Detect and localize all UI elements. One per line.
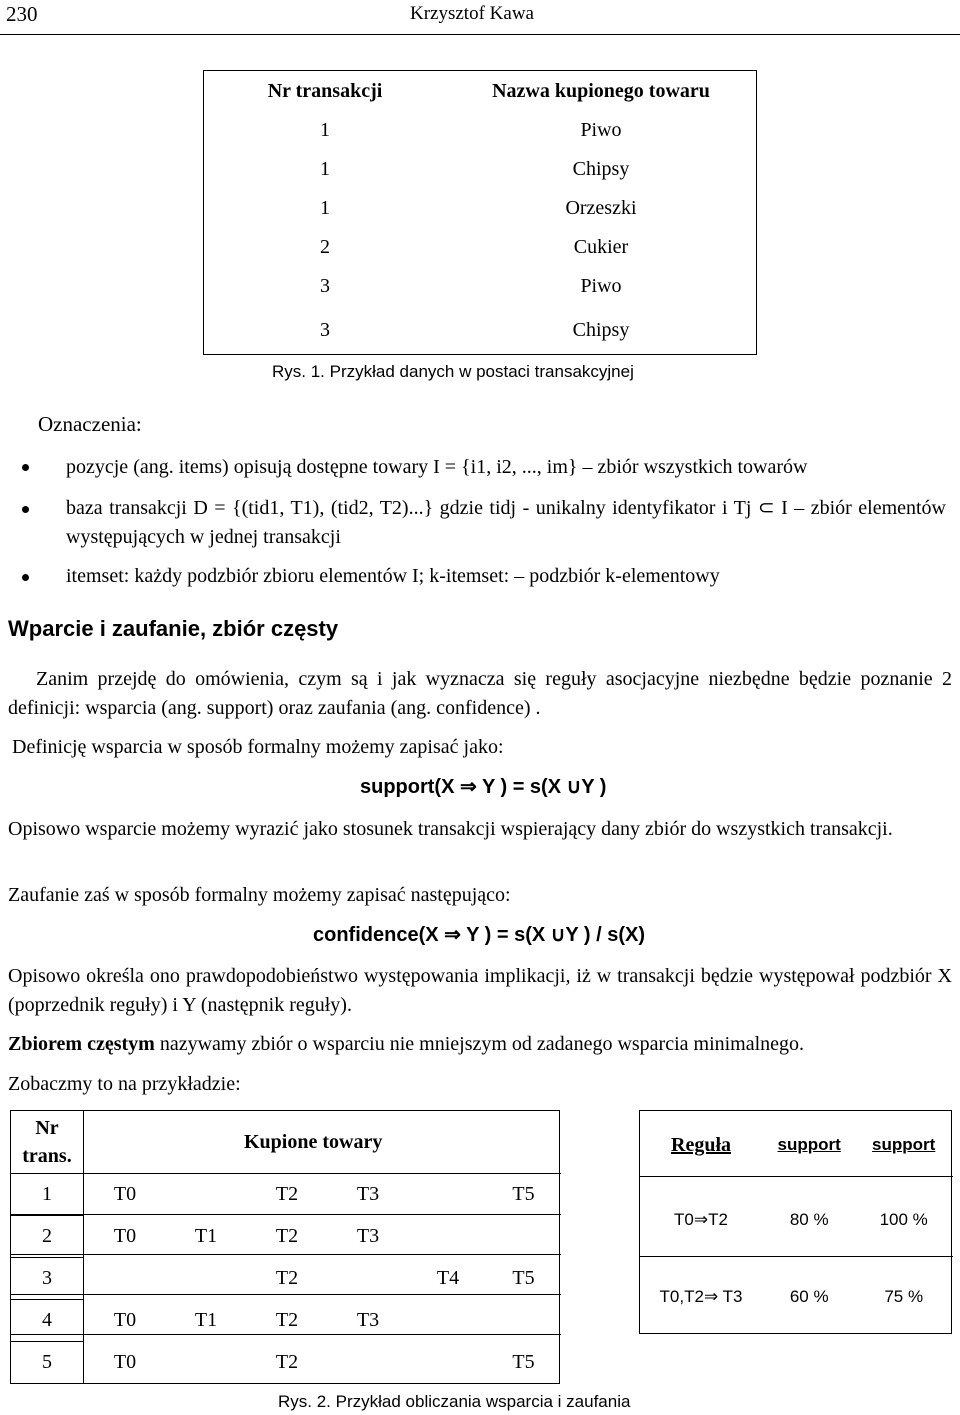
table-row <box>204 267 757 306</box>
column-header: Nr transakcji <box>267 79 383 102</box>
table-cell: 75 % <box>884 1287 924 1306</box>
table-cell: T2 <box>275 1225 299 1247</box>
table-cell: T5 <box>488 1258 560 1300</box>
paragraph: Opisowo wsparcie możemy wyrazić jako stosunek transakcji wspierający dany zbiór do wszystkich transakcji. <box>8 818 893 840</box>
rules-table <box>639 1110 952 1334</box>
row-divider <box>10 1173 561 1174</box>
table-cell: T1 <box>194 1309 218 1331</box>
table-cell: T5 <box>488 1342 560 1384</box>
table-cell <box>488 1216 560 1258</box>
row-divider <box>10 1254 561 1255</box>
table-cell: 100 % <box>879 1210 928 1229</box>
page-number: 230 <box>6 2 38 26</box>
table-cell: Chipsy <box>572 318 630 341</box>
table-cell: T2 <box>275 1350 299 1373</box>
column-header: support <box>872 1135 936 1154</box>
column-header: Kupione towary <box>84 1111 560 1174</box>
table-cell: T0 <box>113 1309 137 1331</box>
paragraph: Definicję wsparcia w sposób formalny możemy zapisać jako: <box>12 736 504 758</box>
table-cell: T3 <box>356 1309 380 1331</box>
paragraph: Opisowo określa ono prawdopodobieństwo występowania implikacji, iż w transakcji będzie występował podzbiór X (poprzednik reguły) i Y (następnik reguły). <box>8 965 952 1016</box>
table-header-row <box>640 1111 952 1180</box>
row-divider <box>10 1334 561 1335</box>
table-cell: 3 <box>320 318 330 341</box>
section-title: Wparcie i zaufanie, zbiór częsty <box>8 616 339 641</box>
table-cell: T0,T2⇒ T3 <box>659 1287 743 1306</box>
table-row <box>640 1179 952 1261</box>
table-cell: 2 <box>320 236 330 258</box>
table-cell: 1 <box>11 1174 84 1216</box>
table-cell: Orzeszki <box>565 197 637 219</box>
row-divider <box>639 1256 953 1257</box>
notation-item: pozycje (ang. items) opisują dostępne towary I = {i1, i2, ..., im} – zbiór wszystkich towarów <box>66 456 808 478</box>
table-cell: 4 <box>11 1300 84 1342</box>
table-cell <box>408 1216 488 1258</box>
table-header-row <box>204 71 757 112</box>
definition-text: nazywamy zbiór o wsparciu nie mniejszym od zadanego wsparcia minimalnego. <box>154 1033 805 1055</box>
table-row <box>204 306 757 355</box>
row-divider <box>10 1294 561 1295</box>
table-cell: 3 <box>320 275 330 297</box>
row-divider <box>639 1176 953 1177</box>
paragraph: Zanim przejdę do omówienia, czym są i jak wyznacza się reguły asocjacyjne niezbędne będzie poznanie 2 definicji: wsparcia (ang. support) oraz zaufania (ang. confidence) . <box>8 668 952 719</box>
notation-item: baza transakcji D = {(tid1, T1), (tid2, T2)...} gdzie tidj - unikalny identyfikator i Tj ⊂ I – zbiór elementów występujących w jednej transakcji <box>66 497 946 548</box>
table-cell: T0 <box>113 1183 137 1206</box>
figure-caption-1: Rys. 1. Przykład danych w postaci transakcyjnej <box>272 362 634 381</box>
table-cell: T2 <box>275 1309 299 1331</box>
table-row <box>11 1342 560 1384</box>
table-cell: 2 <box>11 1216 84 1258</box>
notation-heading: Oznaczenia: <box>38 412 142 436</box>
paragraph: Zobaczmy to na przykładzie: <box>8 1073 241 1095</box>
bullet-icon <box>22 506 29 513</box>
table-cell: 1 <box>320 197 330 219</box>
table-cell: T4 <box>436 1267 460 1289</box>
table-cell <box>166 1174 246 1216</box>
table-row <box>204 111 757 150</box>
table-cell: 60 % <box>789 1287 829 1306</box>
table-cell: T5 <box>488 1174 560 1216</box>
table-cell: 5 <box>11 1342 84 1384</box>
header-rule <box>0 34 960 35</box>
table-row <box>11 1216 560 1258</box>
table-row <box>204 150 757 189</box>
term-bold: Zbiorem częstym <box>8 1033 155 1055</box>
table-cell: T0 <box>113 1225 137 1247</box>
table-row <box>11 1300 560 1342</box>
table-cell: 3 <box>11 1258 84 1300</box>
purchases-table <box>10 1110 560 1384</box>
table-cell: T2 <box>275 1267 299 1289</box>
table-cell <box>166 1342 246 1384</box>
table-cell: Cukier <box>573 236 629 258</box>
table-cell: T0 <box>113 1350 137 1373</box>
table-cell: Piwo <box>580 275 622 297</box>
bullet-icon <box>22 574 29 581</box>
table-cell: T3 <box>356 1183 380 1206</box>
paragraph: Zaufanie zaś w sposób formalny możemy zapisać następująco: <box>8 884 511 906</box>
table-cell <box>488 1300 560 1342</box>
column-header: Nr trans. <box>11 1111 84 1174</box>
table-row <box>204 189 757 228</box>
table-cell: Chipsy <box>572 158 630 180</box>
table-cell: T3 <box>356 1225 380 1247</box>
table-cell <box>408 1174 488 1216</box>
column-header: Nazwa kupionego towaru <box>492 79 710 102</box>
table-cell <box>408 1300 488 1342</box>
table-cell: T2 <box>275 1183 299 1206</box>
table-cell: T0⇒T2 <box>674 1210 728 1229</box>
confidence-formula: confidence(X ⇒ Y ) = s(X ∪Y ) / s(X) <box>313 924 646 946</box>
running-header-author: Krzysztof Kawa <box>410 3 534 24</box>
figure-caption-2: Rys. 2. Przykład obliczania wsparcia i zaufania <box>278 1392 631 1411</box>
column-header: Reguła <box>671 1133 731 1156</box>
row-divider <box>10 1214 561 1215</box>
table-cell: T1 <box>194 1225 218 1247</box>
table-row <box>204 228 757 267</box>
support-formula: support(X ⇒ Y ) = s(X ∪Y ) <box>360 776 607 798</box>
table-cell: 1 <box>320 119 330 141</box>
table-row <box>640 1261 952 1334</box>
transactions-table <box>203 70 757 355</box>
column-header: support <box>777 1135 841 1154</box>
table-cell <box>408 1342 488 1384</box>
frequent-set-definition <box>8 1030 952 1059</box>
notation-item: itemset: każdy podzbiór zbioru elementów I; k-itemset: – podzbiór k-elementowy <box>66 565 720 587</box>
table-cell: 80 % <box>789 1210 829 1229</box>
table-cell: 1 <box>320 158 330 180</box>
table-cell <box>328 1342 408 1384</box>
table-cell: Piwo <box>580 119 622 141</box>
table-row <box>11 1174 560 1216</box>
table-header-row <box>11 1111 560 1174</box>
bullet-icon <box>22 464 29 471</box>
